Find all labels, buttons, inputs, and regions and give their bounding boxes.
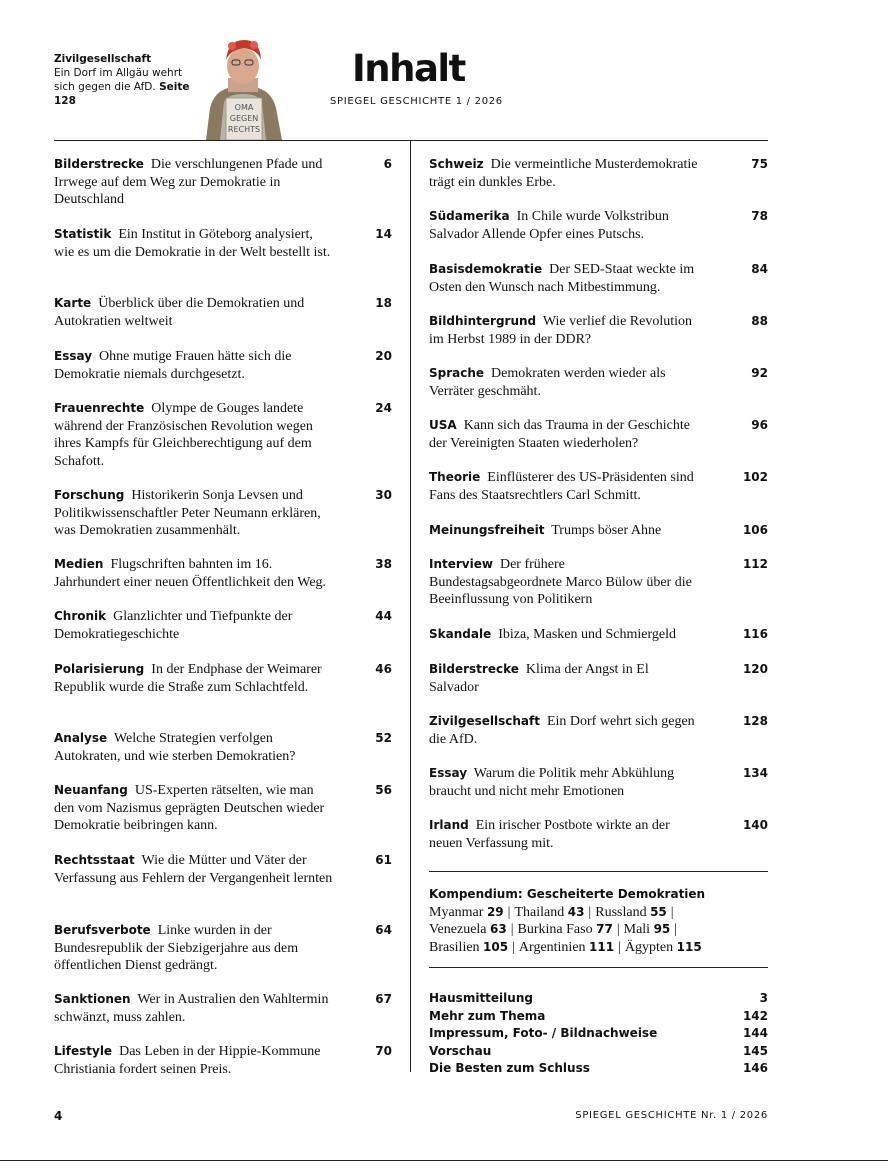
toc-entry[interactable] xyxy=(429,156,768,191)
entry-text: Wer in Australien den Wahltermin schwänzt, muss zahlen. xyxy=(54,992,329,1025)
entry-keyword: Schweiz xyxy=(429,157,484,171)
toc-entry[interactable] xyxy=(54,295,392,330)
toc-entry[interactable] xyxy=(54,782,392,835)
entry-page: 116 xyxy=(742,627,768,641)
kompendium-item[interactable] xyxy=(429,905,504,920)
entry-keyword: USA xyxy=(429,418,457,432)
entry-keyword: Sprache xyxy=(429,366,485,380)
toc-entry[interactable] xyxy=(54,1043,392,1078)
kompendium-item[interactable] xyxy=(518,922,613,937)
entry-keyword: Basisdemokratie xyxy=(429,262,543,276)
kompendium-item[interactable] xyxy=(514,905,584,920)
teaser-page: Seite 128 xyxy=(54,81,190,107)
misc-page: 145 xyxy=(742,1043,768,1058)
country-name: Myanmar xyxy=(429,904,484,920)
toc-entry[interactable] xyxy=(429,261,768,296)
entry-keyword: Chronik xyxy=(54,609,107,623)
entry-keyword: Neuanfang xyxy=(54,783,128,797)
entry-keyword: Polarisierung xyxy=(54,662,145,676)
section-divider xyxy=(429,967,768,968)
misc-label: Mehr zum Thema xyxy=(429,1008,546,1023)
misc-page: 144 xyxy=(742,1026,768,1040)
country-page: 111 xyxy=(589,939,615,954)
toc-entry[interactable] xyxy=(429,417,768,452)
entry-page: 140 xyxy=(742,818,768,832)
toc-entry[interactable] xyxy=(429,469,768,504)
kompendium-item[interactable] xyxy=(429,940,508,955)
misc-item[interactable] xyxy=(429,1008,768,1026)
misc-page: 3 xyxy=(759,991,768,1005)
entry-text: Ein Dorf wehrt sich gegen die AfD. xyxy=(429,714,695,747)
toc-entry[interactable] xyxy=(54,991,392,1026)
entry-page: 61 xyxy=(375,853,392,867)
entry-text: Das Leben in der Hippie-Kommune Christiania fordert seinen Preis. xyxy=(54,1044,321,1077)
entry-page: 14 xyxy=(375,227,392,241)
toc-entry[interactable] xyxy=(54,922,392,975)
entry-text: Historikerin Sonja Levsen und Politikwissenschaftler Peter Neumann erklären, was Demokratien zusammenhält. xyxy=(54,488,321,538)
protester-photo xyxy=(198,36,288,140)
page-edge xyxy=(0,1160,888,1161)
entry-text: Trumps böser Ahne xyxy=(551,523,662,538)
cover-teaser[interactable] xyxy=(54,52,194,108)
kompendium-item[interactable] xyxy=(595,905,667,920)
kompendium-title: Kompendium: Gescheiterte Demokratien xyxy=(429,887,706,901)
entry-keyword: Skandale xyxy=(429,627,492,641)
issue-label: SPIEGEL GESCHICHTE 1 / 2026 xyxy=(330,96,503,107)
entry-keyword: Statistik xyxy=(54,227,112,241)
toc-entry[interactable] xyxy=(429,556,768,609)
toc-entry[interactable] xyxy=(54,852,392,887)
section-divider xyxy=(429,871,768,872)
entry-page: 120 xyxy=(742,662,768,676)
entry-text: Welche Strategien verfolgen Autokraten, und wie sterben Demokratien? xyxy=(54,731,296,764)
country-page: 77 xyxy=(596,922,613,936)
entry-keyword: Meinungsfreiheit xyxy=(429,523,545,537)
teaser-keyword: Zivilgesellschaft xyxy=(54,53,152,65)
sign-line-2: GEGEN xyxy=(229,114,259,123)
toc-entry[interactable] xyxy=(429,661,768,696)
entry-keyword: Bilderstrecke xyxy=(54,157,144,171)
country-name: Brasilien xyxy=(429,939,480,955)
toc-entry[interactable] xyxy=(429,365,768,400)
entry-text: Der SED-Staat weckte im Osten den Wunsch nach Mitbestimmung. xyxy=(429,262,695,295)
entry-text: Ohne mutige Frauen hätte sich die Demokratie niemals durchgesetzt. xyxy=(54,349,292,382)
sign-line-1: OMA xyxy=(234,103,254,112)
entry-keyword: Südamerika xyxy=(429,209,510,223)
entry-keyword: Theorie xyxy=(429,470,481,484)
entry-page: 134 xyxy=(742,766,768,780)
entry-keyword: Zivilgesellschaft xyxy=(429,714,540,728)
kompendium-item[interactable] xyxy=(625,940,702,955)
kompendium-item[interactable] xyxy=(429,922,507,937)
misc-page: 142 xyxy=(742,1008,768,1023)
country-page: 115 xyxy=(676,939,702,954)
entry-text: Wie die Mütter und Väter der Verfassung aus Fehlern der Vergangenheit lernten xyxy=(54,853,333,886)
entry-keyword: Irland xyxy=(429,818,469,832)
country-name: Venezuela xyxy=(429,922,487,937)
entry-text: Linke wurden in der Bundesrepublik der Siebzigerjahre aus dem öffentlichen Dienst gedrängt. xyxy=(54,923,299,973)
entry-page: 84 xyxy=(751,262,768,276)
entry-text: Der frühere Bundestagsabgeordnete Marco Bülow über die Beeinflussung von Politikern xyxy=(429,557,692,607)
entry-page: 70 xyxy=(375,1044,392,1058)
entry-page: 18 xyxy=(375,296,392,310)
entry-keyword: Analyse xyxy=(54,731,108,745)
misc-item[interactable] xyxy=(429,1043,768,1061)
entry-keyword: Berufsverbote xyxy=(54,923,151,937)
entry-keyword: Karte xyxy=(54,296,92,310)
entry-page: 44 xyxy=(375,609,392,623)
misc-label: Hausmitteilung xyxy=(429,991,533,1005)
kompendium-item[interactable] xyxy=(519,940,614,955)
misc-item[interactable] xyxy=(429,1060,768,1078)
country-page: 95 xyxy=(653,922,671,936)
toc-entry[interactable] xyxy=(54,226,392,261)
entry-page: 20 xyxy=(375,349,392,363)
entry-text: Kann sich das Trauma in der Geschichte der Vereinigten Staaten wiederholen? xyxy=(429,418,690,451)
country-name: Thailand xyxy=(514,904,565,920)
toc-entry[interactable] xyxy=(54,730,392,765)
entry-page: 128 xyxy=(742,714,768,728)
entry-keyword: Bildhintergrund xyxy=(429,314,537,328)
sign-line-3: RECHTS xyxy=(227,125,261,134)
entry-page: 106 xyxy=(742,523,768,537)
entry-keyword: Sanktionen xyxy=(54,992,131,1006)
toc-entry[interactable] xyxy=(54,156,392,209)
entry-keyword: Frauenrechte xyxy=(54,401,145,415)
entry-text: Warum die Politik mehr Abkühlung braucht und nicht mehr Emotionen xyxy=(429,766,675,799)
teaser-photo xyxy=(198,36,288,140)
toc-entry[interactable] xyxy=(54,608,392,643)
entry-page: 75 xyxy=(751,157,768,171)
country-page: 43 xyxy=(567,904,585,919)
toc-entry[interactable] xyxy=(54,487,392,540)
toc-entry[interactable] xyxy=(429,522,768,540)
entry-keyword: Forschung xyxy=(54,488,125,502)
entry-text: Olympe de Gouges landete während der Französischen Revolution wegen ihres Kampfs für Gleichberechtigung auf dem Schafott. xyxy=(54,401,313,469)
country-page: 63 xyxy=(490,922,507,936)
misc-page: 146 xyxy=(742,1061,768,1075)
misc-list xyxy=(429,990,768,1078)
misc-item[interactable] xyxy=(429,1025,768,1043)
entry-text: Ein Institut in Göteborg analysiert, wie es um die Demokratie in der Welt bestellt ist. xyxy=(54,227,331,260)
toc-entry[interactable] xyxy=(429,765,768,800)
entry-text: Demokraten werden wieder als Verräter geschmäht. xyxy=(429,366,666,399)
entry-keyword: Bilderstrecke xyxy=(429,662,519,676)
entry-keyword: Rechtsstaat xyxy=(54,853,135,867)
entry-text: Einflüsterer des US-Präsidenten sind Fans des Staatsrechtlers Carl Schmitt. xyxy=(429,470,694,503)
misc-label: Die Besten zum Schluss xyxy=(429,1061,590,1075)
header-rule xyxy=(54,140,768,141)
entry-page: 102 xyxy=(742,470,768,484)
entry-page: 38 xyxy=(375,557,392,571)
entry-page: 112 xyxy=(742,557,768,571)
toc-entry[interactable] xyxy=(429,313,768,348)
entry-text: In der Endphase der Weimarer Republik wurde die Straße zum Schlachtfeld. xyxy=(54,662,322,695)
entry-text: Die vermeintliche Musterdemokratie trägt ein dunkles Erbe. xyxy=(429,157,698,190)
column-rule xyxy=(410,140,411,1072)
entry-page: 46 xyxy=(375,662,392,676)
entry-text: Flugschriften bahnten im 16. Jahrhundert einer neuen Öffentlichkeit den Weg. xyxy=(54,557,327,590)
misc-label: Vorschau xyxy=(429,1043,492,1058)
country-page: 55 xyxy=(650,904,667,919)
entry-page: 24 xyxy=(375,401,392,415)
entry-page: 30 xyxy=(375,488,392,502)
entry-page: 96 xyxy=(751,418,768,432)
entry-text: Wie verlief die Revolution im Herbst 1989 in der DDR? xyxy=(429,314,693,347)
kompendium-item[interactable] xyxy=(624,922,671,937)
country-name: Burkina Faso xyxy=(517,922,593,937)
country-page: 105 xyxy=(483,939,509,954)
toc-entry[interactable] xyxy=(429,208,768,243)
entry-page: 92 xyxy=(751,366,768,380)
entry-page: 56 xyxy=(375,783,392,797)
entry-keyword: Essay xyxy=(429,766,468,780)
entry-page: 88 xyxy=(751,314,768,328)
toc-entry[interactable] xyxy=(429,817,768,852)
entry-text: US-Experten rätselten, wie man den vom Nazismus geprägten Deutschen wieder Demokratie beibringen kann. xyxy=(54,783,325,833)
entry-keyword: Lifestyle xyxy=(54,1044,113,1058)
entry-text: Ein irischer Postbote wirkte an der neuen Verfassung mit. xyxy=(429,818,670,851)
misc-label: Impressum, Foto- / Bildnachweise xyxy=(429,1026,658,1040)
page-number: 4 xyxy=(54,1109,63,1123)
entry-page: 78 xyxy=(751,209,768,223)
entry-text: Die verschlungenen Pfade und Irrwege auf dem Weg zur Demokratie in Deutschland xyxy=(54,157,323,207)
toc-entry[interactable] xyxy=(54,348,392,383)
country-page: 29 xyxy=(486,904,504,919)
misc-item[interactable] xyxy=(429,990,768,1008)
entry-text: Überblick über die Demokratien und Autokratien weltweit xyxy=(54,296,305,329)
entry-keyword: Interview xyxy=(429,557,493,571)
entry-text: Glanzlichter und Tiefpunkte der Demokratiegeschichte xyxy=(54,609,293,642)
page-title: Inhalt xyxy=(352,47,465,90)
teaser-text: Ein Dorf im Allgäu wehrt sich gegen die AfD. xyxy=(54,67,183,93)
entry-page: 6 xyxy=(383,157,392,171)
kompendium[interactable]: Kompendium: Gescheiterte Demokratien Myanmar 29 | Thailand 43 | Russland 55 | Venezuela 63 | Burkina Faso 77 | Mali 95 | Brasilien 105 | Argentinien 111 | Ägypten 115 xyxy=(429,886,768,956)
toc-entry[interactable] xyxy=(429,713,768,748)
entry-text: Ibiza, Masken und Schmiergeld xyxy=(498,627,677,642)
entry-page: 52 xyxy=(375,731,392,745)
entry-keyword: Medien xyxy=(54,557,104,571)
country-name: Mali xyxy=(623,922,651,937)
toc-entry[interactable] xyxy=(429,626,768,644)
toc-entry[interactable] xyxy=(54,661,392,696)
country-name: Ägypten xyxy=(624,939,674,955)
country-name: Argentinien xyxy=(518,939,586,955)
entry-text: In Chile wurde Volkstribun Salvador Allende Opfer eines Putschs. xyxy=(429,209,669,242)
toc-entry[interactable] xyxy=(54,556,392,591)
toc-entry[interactable] xyxy=(54,400,392,470)
entry-text: Klima der Angst in El Salvador xyxy=(429,662,649,695)
footer-issue: SPIEGEL GESCHICHTE Nr. 1 / 2026 xyxy=(575,1110,768,1121)
country-name: Russland xyxy=(595,904,647,920)
entry-page: 67 xyxy=(375,992,392,1006)
entry-keyword: Essay xyxy=(54,349,93,363)
entry-page: 64 xyxy=(375,923,392,937)
